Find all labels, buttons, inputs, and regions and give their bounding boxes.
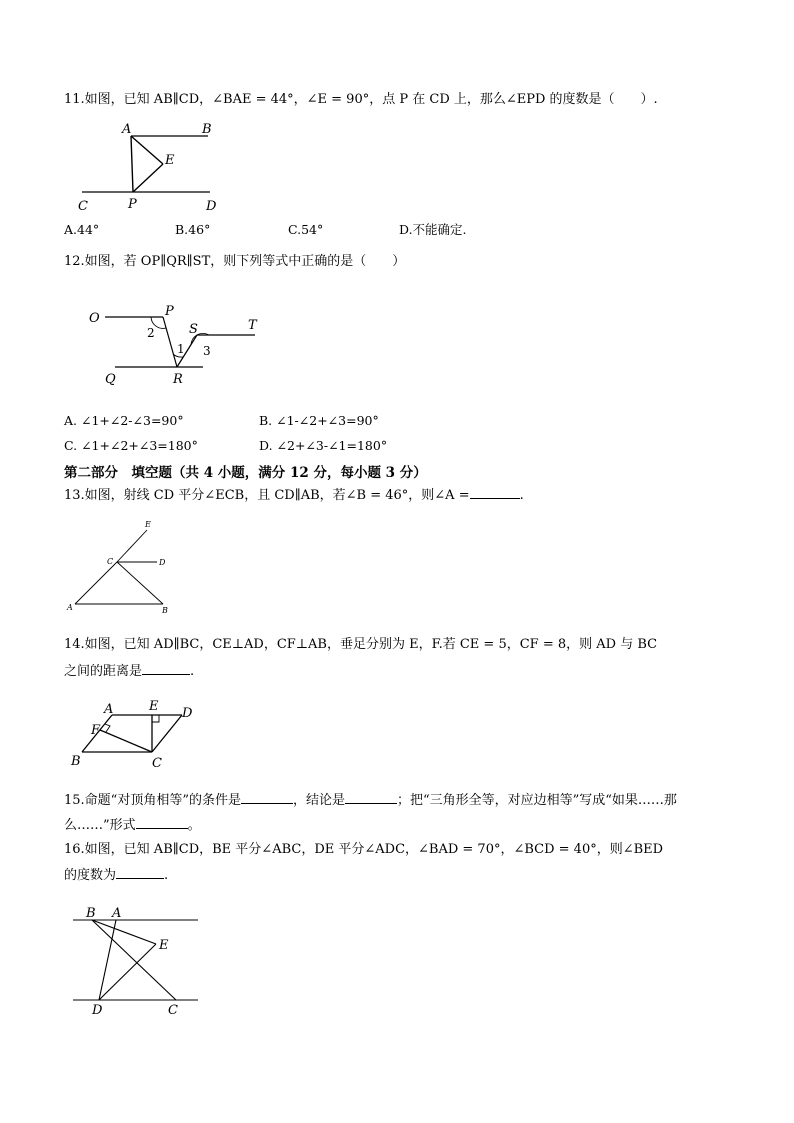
q15-line2 xyxy=(64,816,201,835)
q11-label-d: D xyxy=(206,199,217,214)
q15-text-e: 。 xyxy=(187,818,201,833)
q14-figure xyxy=(70,695,210,775)
q16-label-d: D xyxy=(92,1003,103,1018)
q12-text: 12.如图，若 OP∥QR∥ST，则下列等式中正确的是（ ） xyxy=(64,254,406,269)
q14-line2 xyxy=(64,662,194,681)
q12-angle-1: 1 xyxy=(177,342,185,356)
q11-label-b: B xyxy=(202,122,212,137)
q11-label-p: P xyxy=(128,197,137,212)
q14-label-c: C xyxy=(152,756,162,771)
q12-label-p: P xyxy=(165,304,174,319)
q11-option-b: B.46° xyxy=(175,222,211,237)
q16-line2 xyxy=(64,866,168,885)
q15-line1 xyxy=(64,791,677,810)
q13-label-b: B xyxy=(162,606,168,615)
q11-label-e: E xyxy=(165,153,175,168)
q11-option-c: C.54° xyxy=(288,222,324,237)
q11-figure xyxy=(70,118,230,213)
q15-text-a: 15.命题“对顶角相等”的条件是 xyxy=(64,793,241,808)
q15-blank-condition[interactable] xyxy=(241,791,293,804)
q16-text-b: . xyxy=(164,868,169,883)
q16-line1: 16.如图，已知 AB∥CD，BE 平分∠ABC，DE 平分∠ADC，∠BAD = 70°，∠BCD = 40°，则∠BED xyxy=(64,842,664,857)
q14-label-a: A xyxy=(104,702,114,717)
q14-label-e: E xyxy=(149,699,159,714)
q16-label-b: B xyxy=(86,906,96,921)
q13-text-a: 13.如图，射线 CD 平分∠ECB，且 CD∥AB，若∠B = 46°，则∠A = xyxy=(64,488,470,503)
q13-label-e: E xyxy=(145,520,151,529)
q14-answer-blank[interactable] xyxy=(142,662,190,675)
q15-blank-ifthen[interactable] xyxy=(136,816,188,829)
q15-text-c: ；把“三角形全等，对应边相等”写成“如果……那 xyxy=(396,793,677,808)
q11-option-a: A.44° xyxy=(64,222,100,237)
q15-text-b: ，结论是 xyxy=(292,793,345,808)
q12-option-d: D. ∠2+∠3-∠1=180° xyxy=(259,438,388,453)
q11-label-c: C xyxy=(78,199,88,214)
q16-text-a: 的度数为 xyxy=(64,868,117,883)
q13-text-b: . xyxy=(519,488,524,503)
q15-blank-conclusion[interactable] xyxy=(345,791,397,804)
q13-label-c: C xyxy=(107,557,114,566)
q12-option-b: B. ∠1-∠2+∠3=90° xyxy=(259,413,379,428)
q12-angle-2: 2 xyxy=(147,326,155,340)
q16-label-c: C xyxy=(168,1003,178,1018)
q12-label-r: R xyxy=(173,372,183,387)
q11-label-a: A xyxy=(122,122,132,137)
q14-label-d: D xyxy=(182,706,193,721)
q14-label-f: F xyxy=(91,723,101,738)
q12-figure xyxy=(85,305,285,385)
q14-line1: 14.如图，已知 AD∥BC，CE⊥AD，CF⊥AB，垂足分别为 E，F.若 CE = 5，CF = 8，则 AD 与 BC xyxy=(64,637,658,652)
q16-label-a: A xyxy=(112,906,122,921)
q14-text-a: 之间的距离是 xyxy=(64,664,143,679)
q15-text-d: 么……”形式 xyxy=(64,818,136,833)
q16-label-e: E xyxy=(159,938,169,953)
q12-label-s: S xyxy=(189,322,198,337)
q13-label-a: A xyxy=(67,603,73,612)
q11-text: 11.如图，已知 AB∥CD，∠BAE = 44°，∠E = 90°，点 P 在 CD 上，那么∠EPD 的度数是（ ）. xyxy=(64,92,658,107)
q16-figure xyxy=(70,904,210,1019)
q12-option-c: C. ∠1+∠2+∠3=180° xyxy=(64,438,198,453)
q14-label-b: B xyxy=(71,754,81,769)
q12-label-t: T xyxy=(248,318,257,333)
q14-text-b: . xyxy=(190,664,195,679)
q16-answer-blank[interactable] xyxy=(116,866,164,879)
q11-option-d: D.不能确定. xyxy=(399,222,467,237)
q13-text xyxy=(64,486,524,505)
section-title: 第二部分 填空题（共 4 小题，满分 12 分，每小题 3 分） xyxy=(64,465,427,481)
q12-angle-3: 3 xyxy=(203,344,211,358)
q12-label-q: Q xyxy=(105,372,116,387)
q13-figure xyxy=(65,520,185,624)
q13-answer-blank[interactable] xyxy=(470,486,520,499)
q12-option-a: A. ∠1+∠2-∠3=90° xyxy=(64,413,184,428)
q12-label-o: O xyxy=(89,311,100,326)
q13-label-d: D xyxy=(159,558,166,567)
